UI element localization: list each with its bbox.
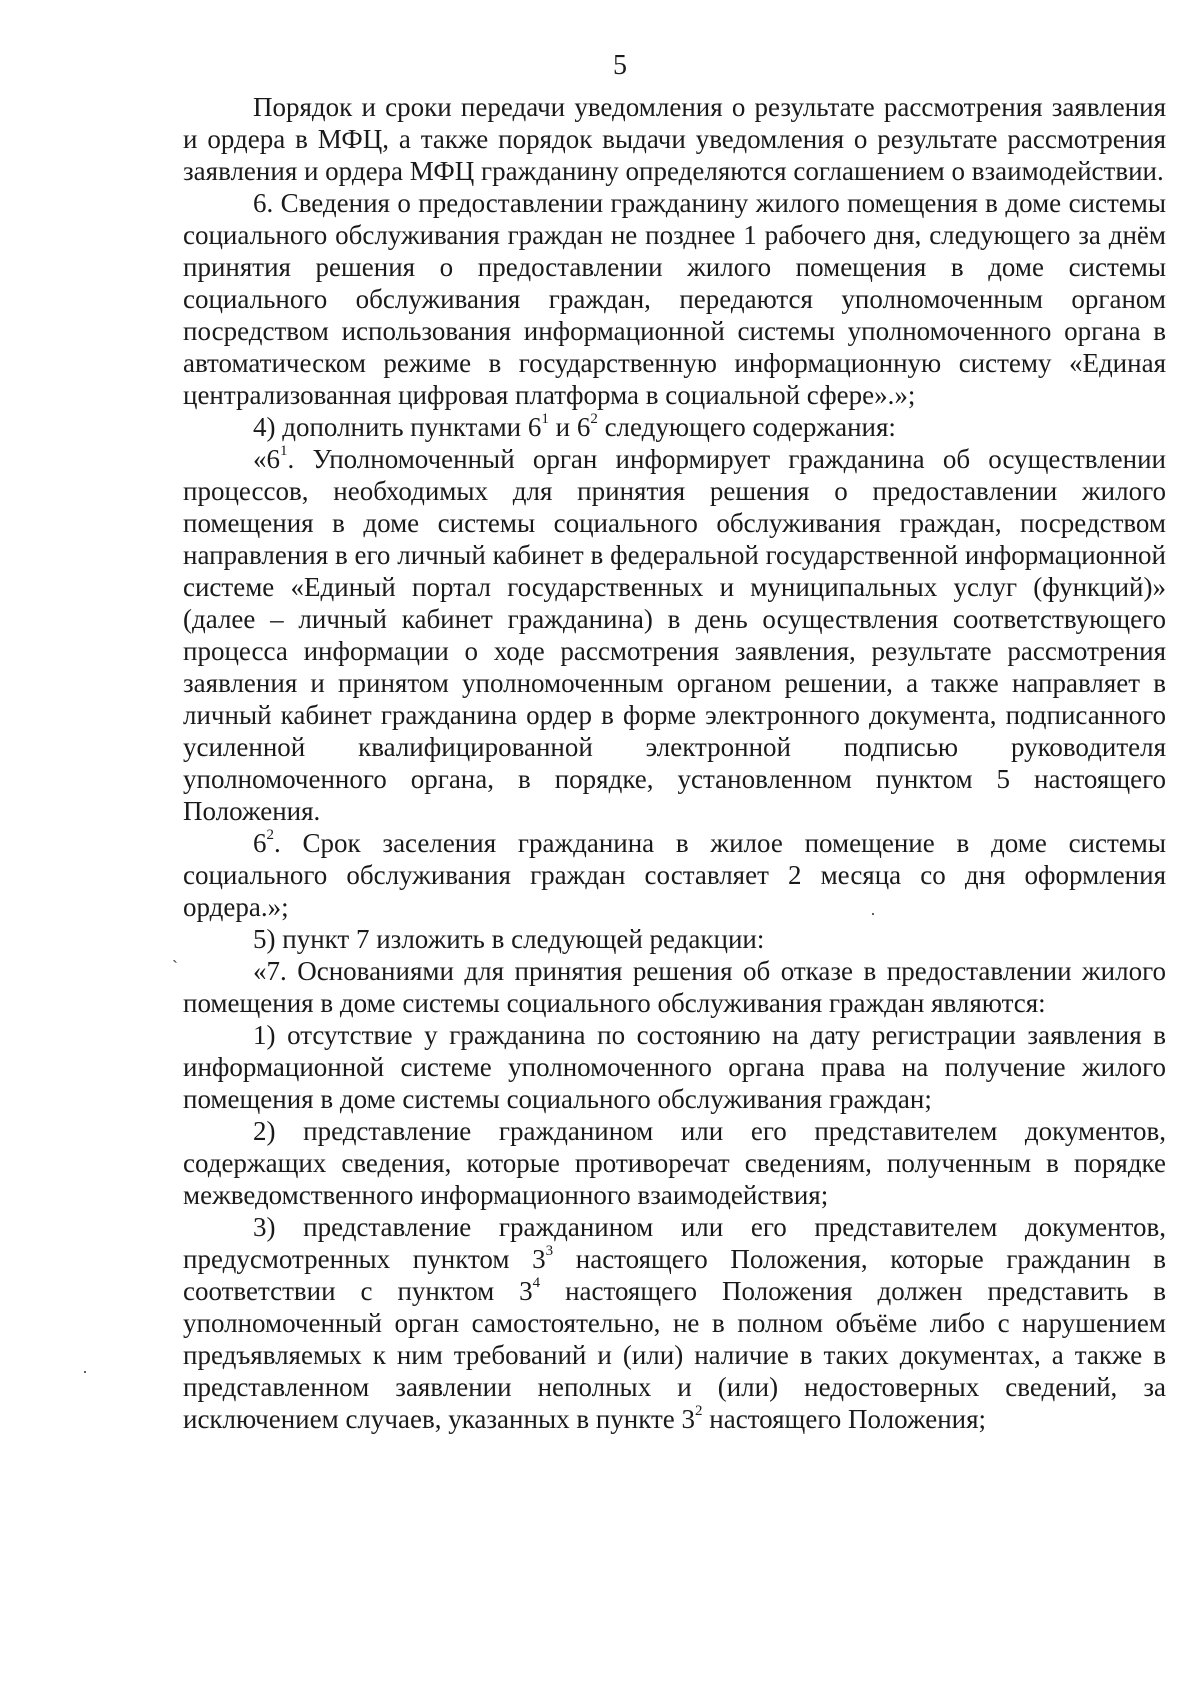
text-run: . Срок заселения гражданина в жилое помещение в доме системы социального обслуживания граждан составляет 2 месяца со дня оформления ордера.»; <box>183 828 1166 922</box>
paragraph-item-7: «7. Основаниями для принятия решения об отказе в предоставлении жилого помещения в доме системы социального обслуживания граждан являются: <box>183 956 1166 1018</box>
paragraph-mfc-notification: Порядок и сроки передачи уведомления о результате рассмотрения заявления и ордера в МФЦ, а также порядок выдачи уведомления о результате рассмотрения заявления и ордера МФЦ гражданину определяются соглашением о взаимодействии. <box>183 92 1166 186</box>
scan-speck: · <box>82 1362 88 1382</box>
paragraph-item-6-2 <box>183 827 1166 923</box>
text-run: и 6 <box>548 412 591 442</box>
text-run: 4) дополнить пунктами 6 <box>253 412 542 442</box>
text-run: настоящего Положения; <box>702 1404 987 1434</box>
scan-speck: · <box>870 904 876 924</box>
superscript: 3 <box>545 1243 554 1259</box>
text-run: . Уполномоченный орган информирует гражданина об осуществлении процессов, необходимых для принятия решения о предоставлении жилого помещения в доме системы социального обслуживания граждан, посредством направления в его личный кабинет в федеральной государственной информационной системе «Единый портал государственных и муниципальных услуг (функций)» (далее – личный кабинет гражданина) в день осуществления соответствующего процесса информации о ходе рассмотрения заявления, результате рассмотрения заявления и принятом уполномоченным органом решении, а также направляет в личный кабинет гражданина ордер в форме электронного документа, подписанного усиленной квалифицированной электронной подписью руководителя уполномоченного органа, в порядке, установленном пунктом 5 настоящего Положения. <box>183 444 1166 826</box>
document-body <box>183 91 1166 1435</box>
paragraph-subitem-5: 5) пункт 7 изложить в следующей редакции: <box>253 924 765 954</box>
text-run: 6 <box>253 828 267 858</box>
scan-speck: ˋ <box>172 957 178 977</box>
superscript: 2 <box>590 411 598 427</box>
superscript: 1 <box>541 411 549 427</box>
paragraph-subitem-4 <box>183 411 1166 443</box>
paragraph-item-6: 6. Сведения о предоставлении гражданину жилого помещения в доме системы социального обслуживания граждан не позднее 1 рабочего дня, следующего за днём принятия решения о предоставлении жилого помещения в доме системы социального обслуживания граждан, передаются уполномоченным органом посредством использования информационной системы уполномоченного органа в автоматическом режиме в государственную информационную систему «Единая централизованная цифровая платформа в социальной сфере».»; <box>183 188 1166 410</box>
paragraph-ground-3 <box>183 1211 1166 1435</box>
superscript: 2 <box>695 1403 703 1419</box>
superscript: 1 <box>280 443 288 459</box>
text-run: настоящего Положения, которые гражданин в соответствии с пунктом 3 <box>183 1244 1166 1306</box>
text-run: 3) представление гражданином или его представителем документов, предусмотренных пунктом 3 <box>183 1212 1166 1274</box>
superscript: 2 <box>266 827 274 843</box>
paragraph-ground-2: 2) представление гражданином или его представителем документов, содержащих сведения, которые противоречат сведениям, полученным в порядке межведомственного информационного взаимодействия; <box>183 1116 1166 1210</box>
text-run: следующего содержания: <box>597 412 896 442</box>
paragraph-ground-1: 1) отсутствие у гражданина по состоянию на дату регистрации заявления в информационной системе уполномоченного органа права на получение жилого помещения в доме системы социального обслуживания граждан; <box>183 1020 1166 1114</box>
page-number: 5 <box>613 50 627 81</box>
text-run: настоящего Положения должен представить в уполномоченный орган самостоятельно, не в полном объёме либо с нарушением предъявляемых к ним требований и (или) наличие в таких документах, а также в представленном заявлении неполных и (или) недостоверных сведений, за исключением случаев, указанных в пункте 3 <box>183 1276 1166 1434</box>
superscript: 4 <box>532 1275 541 1291</box>
paragraph-item-6-1 <box>183 443 1166 827</box>
text-run: «6 <box>253 444 280 474</box>
